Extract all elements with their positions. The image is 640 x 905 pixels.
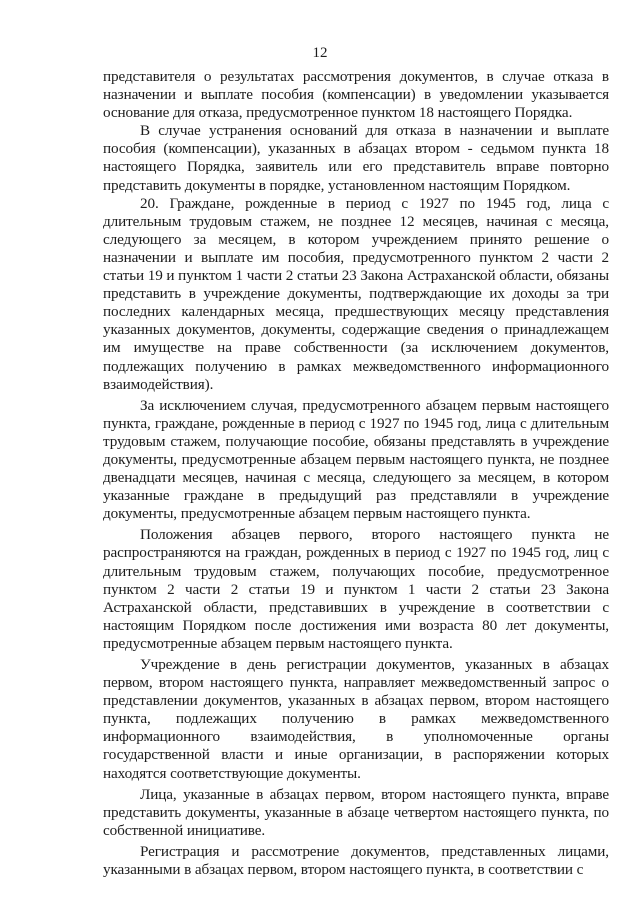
paragraph: Лица, указанные в абзацах первом, втором настоящего пункта, вправе представить документы, указанные в абзаце четвертом настоящего пункта, по собственной инициативе. xyxy=(103,785,609,839)
paragraph: 20. Граждане, рожденные в период с 1927 по 1945 год, лица с длительным трудовым стажем, не позднее 12 месяцев, начиная с месяца, следующего за месяцем, в котором учреждением принято решение о назначении и выплате им пособия, предусмотренного пунктом 2 части 2 статьи 19 и пунктом 1 части 2 статьи 23 Закона Астраханской области, обязаны представить в учреждение документы, подтверждающие их доходы за три последних календарных месяца, предшествующих месяцу представления указанных документов, документы, содержащие сведения о принадлежащем им имуществе на праве собственности (за исключением документов, подлежащих получению в рамках межведомственного информационного взаимодействия). xyxy=(103,194,609,393)
document-body xyxy=(103,68,609,879)
paragraph: В случае устранения оснований для отказа в назначении и выплате пособия (компенсации), указанных в абзацах втором - седьмом пункта 18 настоящего Порядка, заявитель или его представитель вправе повторно представить документы в порядке, установленном настоящим Порядком. xyxy=(103,122,609,194)
page-number: 12 xyxy=(312,45,328,61)
paragraph: Регистрация и рассмотрение документов, представленных лицами, указанными в абзацах первом, втором настоящего пункта, в соответствии с xyxy=(103,842,609,879)
paragraph: За исключением случая, предусмотренного абзацем первым настоящего пункта, граждане, рожденные в период с 1927 по 1945 год, лица с длительным трудовым стажем, получающие пособие, обязаны представлять в учреждение документы, предусмотренные абзацем первым настоящего пункта, не позднее двенадцати месяцев, начиная с месяца, следующего за месяцем, в котором указанные граждане в предыдущий раз представляли в учреждение документы, предусмотренные абзацем первым настоящего пункта. xyxy=(103,396,609,523)
paragraph: Положения абзацев первого, второго настоящего пункта не распространяются на граждан, рожденных в период с 1927 по 1945 год, лиц с длительным трудовым стажем, получающих пособие, предусмотренное пунктом 2 части 2 статьи 19 и пунктом 1 части 2 статьи 23 Закона Астраханской области, представивших в учреждение в соответствии с настоящим Порядком после достижения ими возраста 80 лет документы, предусмотренные абзацем первым настоящего пункта. xyxy=(103,526,609,652)
paragraph: представителя о результатах рассмотрения документов, в случае отказа в назначении и выплате пособия (компенсации) в уведомлении указывается основание для отказа, предусмотренное пунктом 18 настоящего Порядка. xyxy=(103,68,609,122)
paragraph: Учреждение в день регистрации документов, указанных в абзацах первом, втором настоящего пункта, направляет межведомственный запрос о представлении документов, указанных в абзацах первом, втором настоящего пункта, подлежащих получению в рамках межведомственного информационного взаимодействия, в уполномоченные органы государственной власти и иные организации, в распоряжении которых находятся соответствующие документы. xyxy=(103,656,609,782)
